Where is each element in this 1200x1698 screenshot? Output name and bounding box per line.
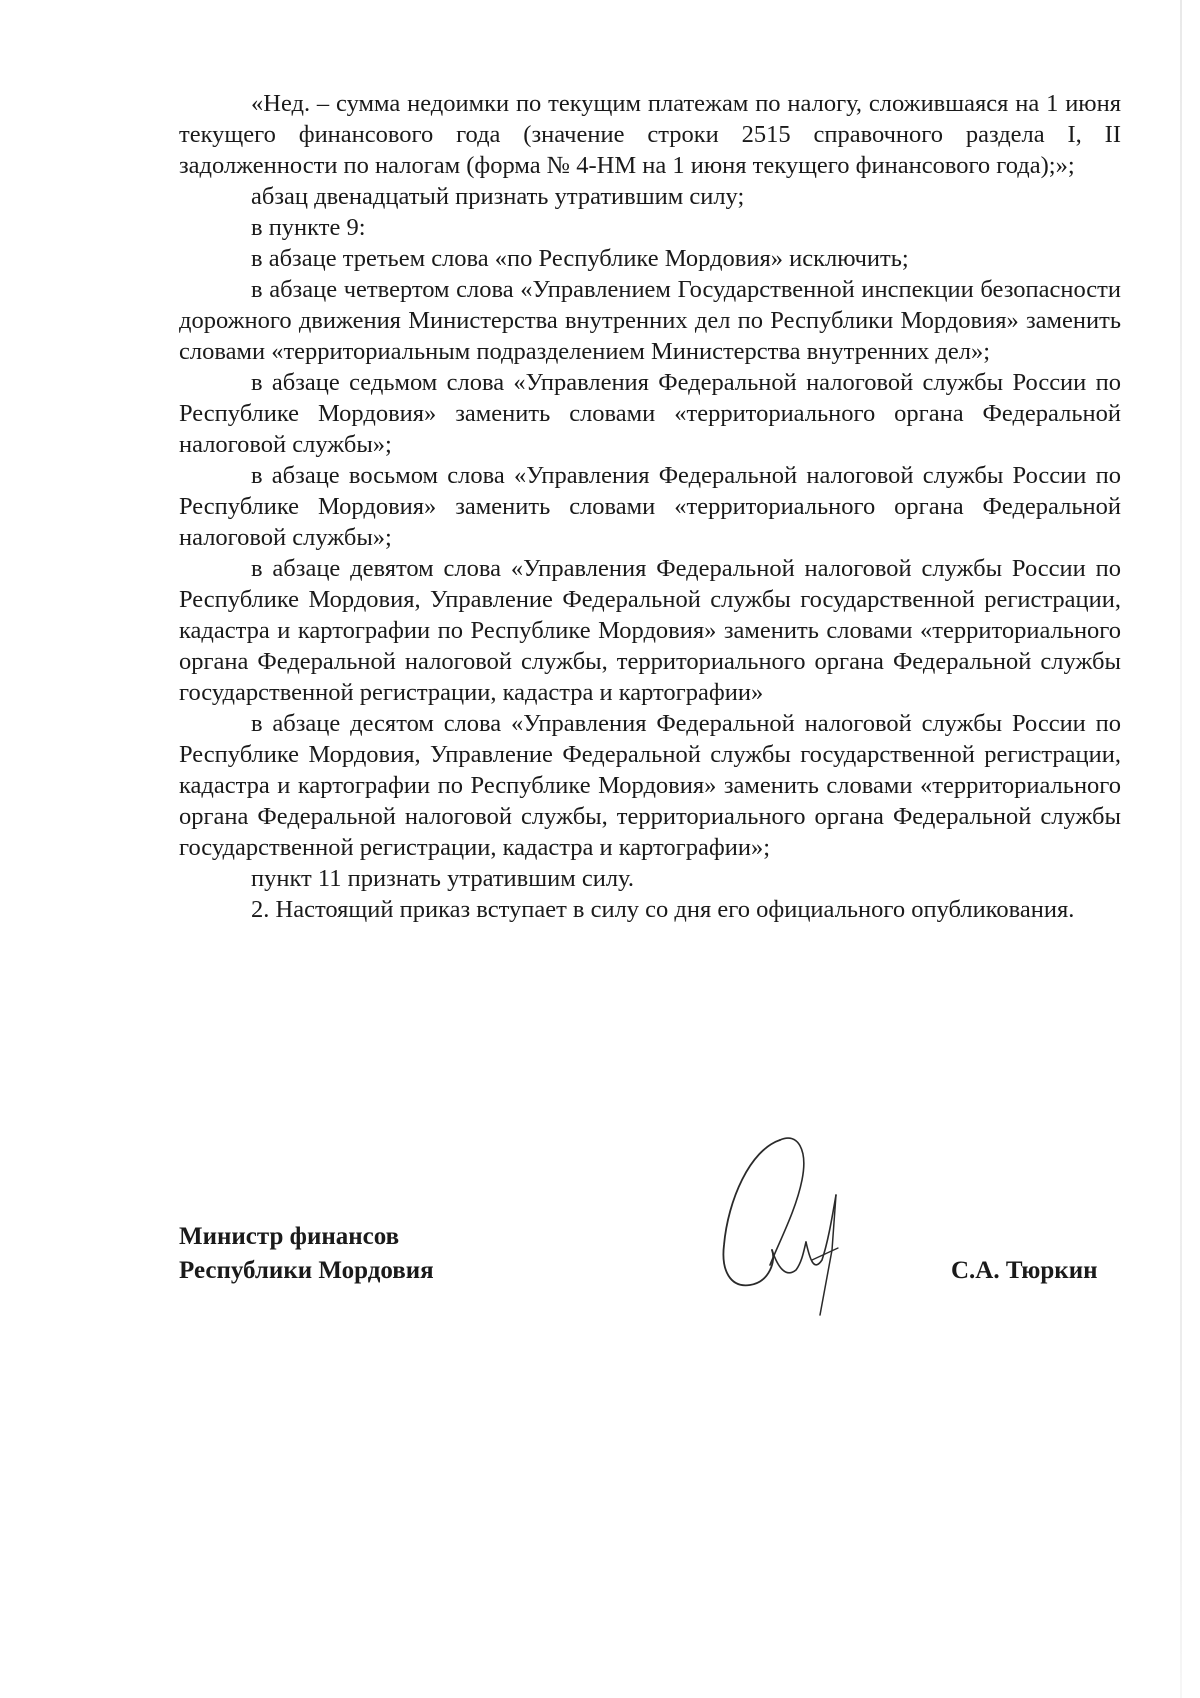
- paragraph-abzac-7: в абзаце седьмом слова «Управления Федеральной налоговой службы России по Республике Мордовия» заменить словами «территориального органа Федеральной налоговой службы»;: [179, 369, 1121, 458]
- paragraph-effective-date: 2. Настоящий приказ вступает в силу со дня его официального опубликования.: [251, 896, 1075, 923]
- paragraph-abzac-10: в абзаце десятом слова «Управления Федеральной налоговой службы России по Республике Мордовия, Управление Федеральной службы государственной регистрации, кадастра и картографии по Республике Мордовия» заменить словами «территориального органа Федеральной налоговой службы, территориального органа Федеральной службы государственной регистрации, кадастра и картографии»;: [179, 710, 1121, 861]
- document-body: [179, 88, 1121, 925]
- paragraph-abzac-3: в абзаце третьем слова «по Республике Мордовия» исключить;: [251, 245, 909, 272]
- signatory-title-line2: Республики Мордовия: [179, 1257, 434, 1284]
- paragraph-abzac-8: в абзаце восьмом слова «Управления Федеральной налоговой службы России по Республике Мордовия» заменить словами «территориального органа Федеральной налоговой службы»;: [179, 462, 1121, 551]
- handwritten-signature: [710, 1110, 870, 1330]
- signatory-title-line1: Министр финансов: [179, 1223, 400, 1250]
- signatory-name: С.А. Тюркин: [951, 1257, 1098, 1284]
- paragraph-abzac-9: в абзаце девятом слова «Управления Федеральной налоговой службы России по Республике Мордовия, Управление Федеральной службы государственной регистрации, кадастра и картографии по Республике Мордовия» заменить словами «территориального органа Федеральной налоговой службы, территориального органа Федеральной службы государственной регистрации, кадастра и картографии»: [179, 555, 1121, 706]
- signatory-title: [179, 1220, 434, 1288]
- paragraph-punkt-11: пункт 11 признать утратившим силу.: [251, 865, 634, 892]
- scan-edge-shadow: [1180, 0, 1182, 1698]
- paragraph-ned-definition: «Нед. – сумма недоимки по текущим платежам по налогу, сложившаяся на 1 июня текущего финансового года (значение строки 2515 справочного раздела I, II задолженности по налогам (форма № 4-НМ на 1 июня текущего финансового года);»;: [179, 90, 1121, 179]
- paragraph-abzac-4: в абзаце четвертом слова «Управлением Государственной инспекции безопасности дорожного движения Министерства внутренних дел по Республики Мордовия» заменить словами «территориальным подразделением Министерства внутренних дел»;: [179, 276, 1121, 365]
- paragraph-abzac-12: абзац двенадцатый признать утратившим силу;: [251, 183, 745, 210]
- paragraph-punkt-9: в пункте 9:: [251, 214, 366, 241]
